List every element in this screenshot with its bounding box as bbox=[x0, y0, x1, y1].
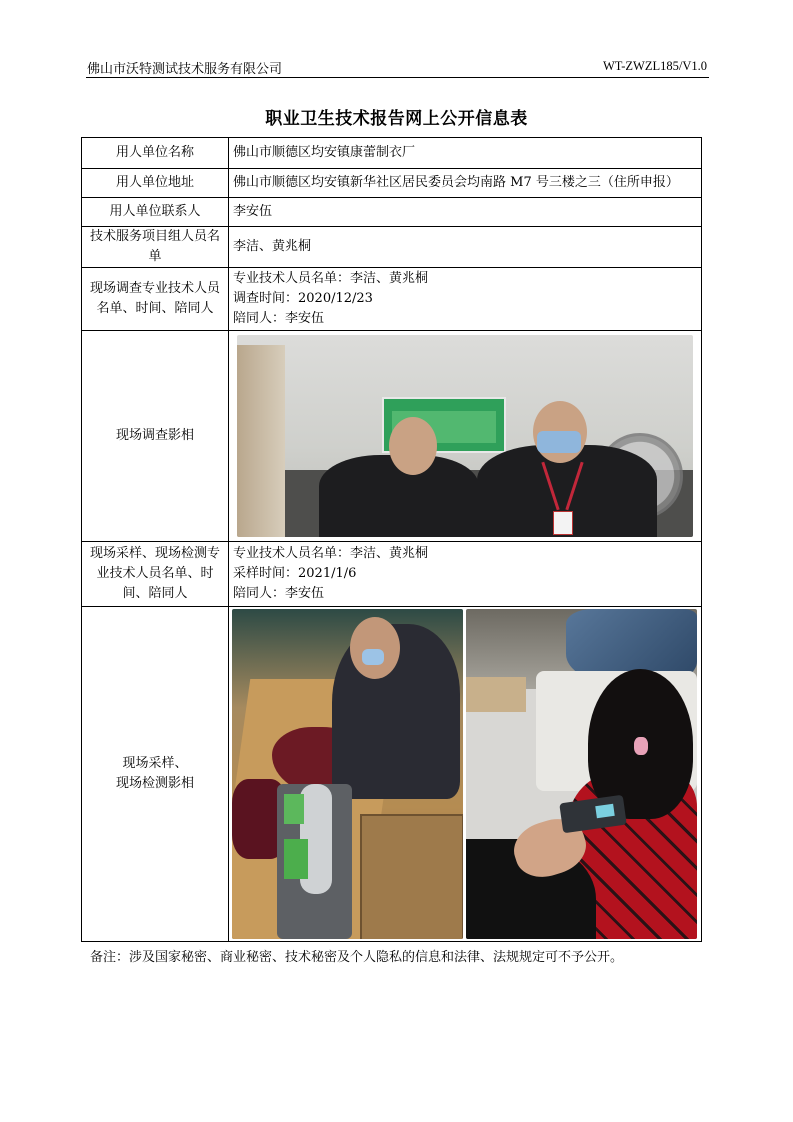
row-employer-address bbox=[82, 169, 702, 198]
cell-sampling-photos bbox=[229, 607, 702, 942]
survey-staff: 专业技术人员名单：李洁、黄兆桐 bbox=[233, 271, 429, 286]
label-employer-name: 用人单位名称 bbox=[82, 138, 229, 169]
sampling-photo-pair bbox=[232, 609, 698, 939]
photo-cardboard-box bbox=[466, 677, 526, 712]
photo-instrument-sticker-2 bbox=[284, 839, 308, 879]
photo-instrument-sticker bbox=[284, 794, 304, 824]
footnote: 备注：涉及国家秘密、商业秘密、技术秘密及个人隐私的信息和法律、法规规定可不予公开。 bbox=[90, 950, 624, 965]
survey-companion: 陪同人：李安伍 bbox=[233, 311, 325, 326]
row-sampling bbox=[82, 542, 702, 607]
info-table bbox=[81, 137, 702, 942]
value-employer-name: 佛山市顺德区均安镇康蕾制衣厂 bbox=[229, 138, 702, 169]
page-title: 职业卫生技术报告网上公开信息表 bbox=[265, 109, 528, 129]
value-survey bbox=[229, 268, 702, 331]
sampling-companion: 陪同人：李安伍 bbox=[233, 586, 325, 601]
value-project-team: 李洁、黄兆桐 bbox=[229, 227, 702, 268]
label-sampling-photo-line2: 现场检测影相 bbox=[115, 776, 194, 791]
label-employer-contact: 用人单位联系人 bbox=[82, 198, 229, 227]
row-survey-photo bbox=[82, 331, 702, 542]
label-sampling: 现场采样、现场检测专业技术人员名单、时间、陪同人 bbox=[82, 542, 229, 607]
header-divider bbox=[86, 77, 709, 78]
survey-photo bbox=[237, 335, 693, 537]
row-sampling-photo bbox=[82, 607, 702, 942]
header-company: 佛山市沃特测试技术服务有限公司 bbox=[87, 62, 283, 77]
photo-wooden-bench bbox=[360, 814, 463, 939]
cell-survey-photo bbox=[229, 331, 702, 542]
label-survey-photo: 现场调查影相 bbox=[82, 331, 229, 542]
row-survey bbox=[82, 268, 702, 331]
sampling-staff: 专业技术人员名单：李洁、黄兆桐 bbox=[233, 546, 429, 561]
sampling-time: 采样时间：2021/1/6 bbox=[233, 566, 357, 581]
sampling-photo-right bbox=[466, 609, 697, 939]
row-employer-name bbox=[82, 138, 702, 169]
photo-noise-meter-screen bbox=[595, 804, 614, 818]
survey-time: 调查时间：2020/12/23 bbox=[233, 291, 373, 306]
photo-person-left-head bbox=[389, 417, 437, 475]
row-project-team bbox=[82, 227, 702, 268]
label-survey: 现场调查专业技术人员名单、时间、陪同人 bbox=[82, 268, 229, 331]
label-sampling-photo bbox=[82, 607, 229, 942]
value-sampling bbox=[229, 542, 702, 607]
label-project-team: 技术服务项目组人员名单 bbox=[82, 227, 229, 268]
photo-worker-head bbox=[350, 617, 400, 679]
value-employer-address: 佛山市顺德区均安镇新华社区居民委员会均南路 M7 号三楼之三（住所申报） bbox=[229, 169, 702, 198]
value-employer-contact: 李安伍 bbox=[229, 198, 702, 227]
label-sampling-photo-line1: 现场采样、 bbox=[122, 756, 188, 771]
photo-door bbox=[237, 345, 285, 537]
photo-badge bbox=[553, 511, 573, 535]
photo-hair-clip bbox=[634, 737, 648, 755]
photo-face-mask bbox=[537, 431, 581, 453]
sampling-photo-left bbox=[232, 609, 463, 939]
photo-worker-mask bbox=[362, 649, 384, 665]
header-doc-code: WT-ZWZL185/V1.0 bbox=[602, 59, 707, 73]
label-employer-address: 用人单位地址 bbox=[82, 169, 229, 198]
row-employer-contact bbox=[82, 198, 702, 227]
